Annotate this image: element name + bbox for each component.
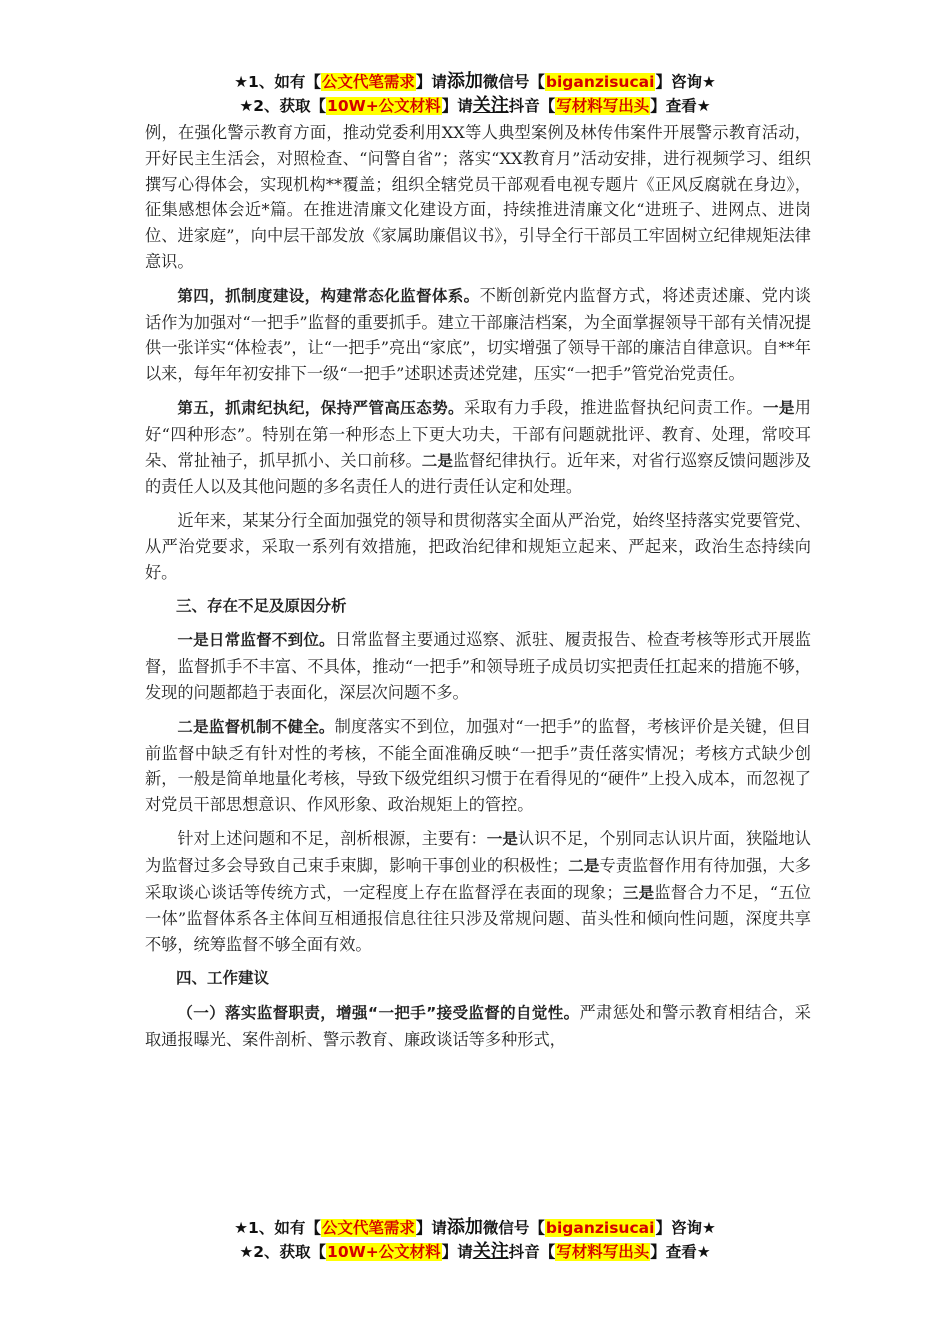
banner-text: 微信号【 [482, 1219, 545, 1237]
banner-line-2 [0, 94, 950, 118]
banner-text: 】查看★ [650, 97, 711, 115]
emphasis-text: 添加 [446, 1217, 483, 1238]
banner-text: 抖音【 [508, 97, 556, 115]
banner-text: 微信号【 [482, 73, 545, 91]
emphasis-text: 关注 [472, 95, 509, 116]
section-heading: 三、存在不足及原因分析 [176, 596, 347, 615]
highlight-text: 公文代笔需求 [321, 73, 415, 91]
banner-text: 】请 [415, 1219, 447, 1237]
douyin-id: 写材料写出头 [556, 97, 650, 115]
paragraph: 近年来，某某分行全面加强党的领导和贯彻落实全面从严治党，始终坚持落实党要管党、从严治党要求，采取一系列有效措施，把政治纪律和规矩立起来、严起来，政治生态持续向好。 [145, 511, 811, 582]
bold-lead: 二是监督机制不健全。 [177, 717, 335, 736]
bold-marker: 三是 [622, 883, 655, 902]
paragraph-text: 严肃惩处和警示教育相结合，采取通报曝光、案件剖析、警示教育、廉政谈话等多种形式， [145, 1002, 811, 1049]
paragraph-text: 认识不足，个别同志认识片面，狭隘地认为监督过多会导致自己束手束脚，影响干事创业的积极性； [145, 828, 811, 875]
paragraph-text: 专责监督作用有待加强，大多采取谈心谈话等传统方式，一定程度上存在监督浮在表面的现象； [145, 855, 811, 902]
wechat-id: biganzisucai [545, 73, 655, 91]
paragraph-text: 监督合力不足，“五位一体”监督体系各主体间互相通报信息往往只涉及常规问题、苗头性和倾向性问题，深度共享不够，统筹监督不够全面有效。 [145, 882, 811, 955]
banner-text: 】请 [415, 73, 447, 91]
paragraph-text: 制度落实不到位，加强对“一把手”的监督，考核评价是关键，但目前监督中缺乏有针对性的考核，不能全面准确反映“一把手”责任落实情况；考核方式缺少创新，一般是简单地量化考核，导致下级党组织习惯于在看得见的“硬件”上投入成本，而忽视了对党员干部思想意识、作风形象、政治规矩上的管控。 [145, 716, 811, 815]
banner-text: 】查看★ [650, 1243, 711, 1261]
paragraph [145, 714, 811, 818]
paragraph [145, 1000, 811, 1053]
paragraph-text: 针对上述问题和不足，剖析根源，主要有： [177, 828, 487, 848]
banner-text: ★1、如有【 [234, 1219, 321, 1237]
paragraph [145, 283, 811, 387]
wechat-id: biganzisucai [545, 1219, 655, 1237]
bold-marker: 二是 [568, 856, 600, 875]
paragraph: 例，在强化警示教育方面，推动党委利用XX等人典型案例及林传伟案件开展警示教育活动，开好民主生活会，对照检查、“问警自省”；落实“XX教育月”活动安排，进行视频学习、组织撰写心得体会，实现机构**覆盖；组织全辖党员干部观看电视专题片《正风反腐就在身边》，征集感想体会近*篇。在推进清廉文化建设方面，持续推进清廉文化“进班子、进网点、进岗位、进家庭”，向中层干部发放《家属助廉倡议书》，引导全行干部员工牢固树立纪律规矩法律意识。 [145, 123, 811, 271]
paragraph-text: 日常监督主要通过巡察、派驻、履责报告、检查考核等形式开展监督，监督抓手不丰富、不具体，推动“一把手”和领导班子成员切实把责任扛起来的措施不够，发现的问题都趋于表面化，深层次问题不多。 [145, 630, 811, 702]
banner-line-1 [0, 1216, 950, 1240]
banner-text: ★2、获取【 [239, 1243, 327, 1261]
banner-text: ★2、获取【 [239, 97, 327, 115]
section-heading: 四、工作建议 [176, 968, 270, 987]
paragraph [145, 627, 811, 705]
bold-lead: 一是日常监督不到位。 [177, 631, 335, 650]
header-banner [0, 70, 950, 118]
bold-marker: 一是 [762, 398, 795, 417]
emphasis-text: 关注 [472, 1241, 509, 1262]
paragraph-text: 监督纪律执行。近年来，对省行巡察反馈问题涉及的责任人以及其他问题的多名责任人的进行责任认定和处理。 [145, 450, 811, 497]
paragraph [145, 395, 811, 500]
banner-line-2 [0, 1240, 950, 1264]
paragraph-text: 不断创新党内监督方式，将述责述廉、党内谈话作为加强对“一把手”监督的重要抓手。建立干部廉洁档案，为全面掌握领导干部有关情况提供一张详实“体检表”，让“一把手”亮出“家底”，切实增强了领导干部的廉洁自律意识。自**年以来，每年年初安排下一级“一把手”述职述责述党建，压实“一把手”管党治党责任。 [145, 285, 811, 384]
bold-lead: （一）落实监督职责，增强“一把手”接受监督的自觉性。 [177, 1003, 580, 1022]
bold-marker: 二是 [421, 451, 453, 470]
emphasis-text: 添加 [446, 71, 483, 92]
banner-text: ★1、如有【 [234, 73, 321, 91]
highlight-text: 10W+公文材料 [327, 97, 441, 115]
paragraph [145, 826, 811, 958]
bold-marker: 一是 [486, 829, 518, 848]
banner-text: 】请 [441, 1243, 473, 1261]
highlight-text: 公文代笔需求 [321, 1219, 415, 1237]
bold-lead: 第五，抓肃纪执纪，保持严管高压态势。 [177, 398, 464, 417]
footer-banner [0, 1216, 950, 1264]
banner-text: 】咨询★ [655, 1219, 716, 1237]
paragraph-text: 用好“四种形态”。特别在第一种形态上下更大功夫，干部有问题就批评、教育、处理，常咬耳朵、常扯袖子，抓早抓小、关口前移。 [145, 397, 811, 470]
douyin-id: 写材料写出头 [556, 1243, 650, 1261]
banner-text: 】请 [441, 97, 473, 115]
paragraph-text: 采取有力手段，推进监督执纪问责工作。 [463, 397, 763, 417]
banner-text: 抖音【 [508, 1243, 556, 1261]
document-body [145, 120, 811, 1060]
bold-lead: 第四，抓制度建设，构建常态化监督体系。 [177, 286, 480, 305]
banner-line-1 [0, 70, 950, 94]
highlight-text: 10W+公文材料 [327, 1243, 441, 1261]
banner-text: 】咨询★ [655, 73, 716, 91]
